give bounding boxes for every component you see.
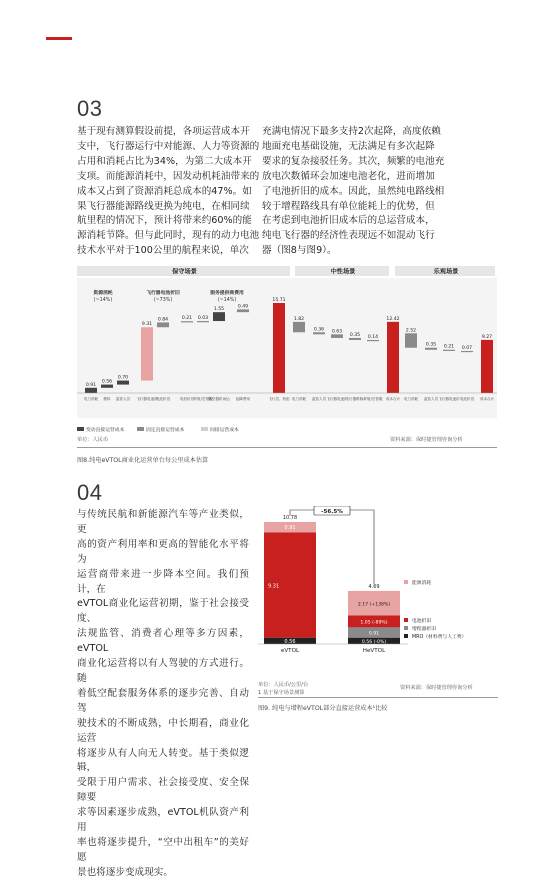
fig9-note: 1 基于保守场景测算 [258, 690, 305, 696]
x-axis-label: 导航/空管服 [193, 397, 213, 401]
bar-value-label: 1.55 [213, 307, 225, 313]
section4-line: 法规监管、消费者心理等多方因素，eVTOL [77, 628, 249, 655]
legend-swatch [137, 427, 144, 431]
section3-left-line: 占用和消耗占比为34%，为第二大成本开 [77, 155, 252, 167]
x-axis-label: 起降费用 [235, 397, 251, 401]
section4-line: 运营商带来进一步降本空间。我们预计，在 [77, 568, 249, 595]
fig9-unit: 单位：人民币/公里/台 [258, 682, 309, 688]
group-label: (~14%) [93, 298, 113, 303]
bar-value-label: 0.35 [425, 342, 437, 348]
section4-line: 求等因素逐步成熟，eVTOL机队资产利用 [77, 807, 249, 834]
waterfall-bar [349, 338, 361, 340]
fig9-legend-swatch [404, 626, 408, 630]
bar-value-label: 1.82 [293, 316, 305, 322]
fig9-legend-label: MRO（材料费与人工费） [412, 635, 467, 640]
x-axis-label: 飞行器维修/ [345, 397, 365, 401]
legend-swatch [201, 427, 208, 431]
bar-value-label: 0.36 [313, 327, 325, 333]
x-axis-label: 电力消耗 [403, 397, 419, 401]
x-axis-label: 燃料 [103, 397, 111, 401]
section3-left-column [77, 125, 260, 259]
hevtol-add-label: 0.91 [368, 631, 380, 637]
group-label: (~73%) [153, 298, 173, 303]
waterfall-bar [405, 333, 417, 347]
section4-line: 驶技术的不断成熟，中长期看，商业化运营 [77, 717, 249, 744]
waterfall-bar [461, 351, 473, 352]
bar-value-label: 0.03 [197, 316, 209, 322]
bar-value-label: 2.52 [405, 328, 417, 334]
section-number-03: 03 [77, 96, 103, 121]
x-axis-label: 航空器机场运 [208, 397, 230, 401]
section3-left-line: 源消耗节降。但与此同时，现有的动力电池 [77, 230, 260, 242]
group-label: 资源消耗 [93, 291, 113, 296]
evtol-main-label: 9.31 [268, 583, 280, 590]
section3-right-line: 了电池折旧的成本。因此，虽然纯电路线相 [262, 185, 445, 197]
waterfall-bar [313, 332, 325, 334]
bar-value-label: 0.56 [101, 379, 113, 385]
bar-value-label: 0.70 [117, 375, 129, 381]
fig8-unit: 单位：人民币 [77, 437, 109, 443]
fig9-legend-label: 增程器折旧 [412, 627, 436, 632]
x-axis-label: 飞行器电池折 [136, 397, 158, 401]
waterfall-bar [273, 303, 285, 393]
section3-right-line: 纯电飞行器的经济性表现远不如混动飞行 [262, 230, 435, 242]
section4-line: 商业化运营将以有人驾驶的方式进行。随 [77, 658, 249, 684]
waterfall-bar [481, 340, 493, 393]
bar-value-label: 0.07 [461, 345, 473, 351]
waterfall-bar [157, 322, 169, 327]
x-axis-label: 电池折旧 [155, 397, 171, 401]
x-axis-label: 监管人员 [115, 397, 131, 401]
section4-line: 将逐步从有人向无人转变。基于类似逻辑， [77, 747, 249, 774]
hevtol-battery-label: 1.05 (-89%) [360, 620, 388, 626]
bar-value-label: 9.31 [141, 322, 153, 328]
evtol-bottom-label: 0.56 [284, 639, 296, 645]
bar-value-label: 12.42 [386, 316, 400, 322]
fig9-caption: 图9. 纯电与增程eVTOL部分直接运营成本¹比较 [258, 705, 388, 712]
fig9-legend-swatch [404, 580, 408, 584]
evtol-total-label: 10.78 [282, 515, 298, 521]
fig9-legend-label: 能源消耗 [412, 581, 432, 586]
bar-value-label: 0.84 [157, 317, 169, 323]
waterfall-bar [237, 309, 249, 312]
section4-line: 着低空配套服务体系的逐步完善、自动驾 [77, 687, 249, 714]
section3-right-line: 放电次数循环会加速电池老化，进而增加 [262, 170, 435, 182]
bar-value-label: 0.21 [181, 316, 193, 322]
x-axis-label: 导航/空管服 [363, 397, 383, 401]
waterfall-bar [197, 321, 209, 322]
figure8-cost-chart [77, 262, 497, 440]
x-axis-label: 电机折旧 [179, 397, 195, 401]
waterfall-bar [85, 388, 97, 393]
section4-body [77, 508, 249, 881]
waterfall-bar [367, 340, 379, 341]
waterfall-bar [213, 312, 225, 321]
x-axis-label: 电力消耗 [83, 397, 99, 401]
x-axis-label: 电池折旧 [459, 397, 475, 401]
x-axis-label: 飞行器电池折 [438, 397, 460, 401]
section-number-04: 04 [77, 480, 103, 505]
bar-value-label: 15.71 [272, 298, 286, 303]
hevtol-mro-label: 0.56 (-0%) [361, 640, 387, 645]
reduction-label: -56.5% [321, 509, 343, 515]
x-axis-label: 成本合计 [479, 397, 495, 401]
bar-value-label: 0.63 [331, 329, 343, 335]
group-label: 服务提供商费用 [210, 291, 244, 296]
waterfall-bar [387, 322, 399, 393]
section4-line: 受限于用户需求、社会接受度、安全保障要 [77, 777, 249, 804]
waterfall-bar [331, 334, 343, 338]
waterfall-bar [101, 385, 113, 388]
hevtol-total-label: 4.69 [368, 583, 380, 590]
evtol-top-label: 0.91 [284, 525, 296, 532]
legend-swatch [77, 427, 84, 431]
waterfall-bar [443, 350, 455, 351]
section3-right-line: 地面充电基础设施，无法满足有多次起降 [262, 140, 435, 152]
section4-line: 景也将逐步变成现实。 [77, 866, 173, 878]
hevtol-axis-label: HeVTOL [362, 648, 386, 654]
x-axis-label: 电力消耗 [291, 397, 307, 401]
legend-label: 固定直接运营成本 [146, 428, 185, 433]
fig9-legend-label: 电池折旧 [412, 619, 432, 624]
x-axis-label: 成本合计 [385, 397, 401, 401]
bar-value-label: 0.14 [367, 334, 379, 340]
figure9-comparison-chart [258, 506, 498, 676]
waterfall-bar [425, 348, 437, 350]
section3-left-line: 航里程的情况下，预计将带来约60%的能 [77, 215, 252, 227]
fig8-caption: 图8.纯电eVTOL商业化运营单台每公里成本估算 [77, 457, 209, 464]
fig9-legend-swatch [404, 618, 408, 622]
waterfall-bar [141, 327, 153, 380]
scenario-header: 中性场景 [330, 268, 356, 276]
section3-right-line: 在考虑到电池折旧成本后的总运营成本， [262, 215, 435, 227]
waterfall-bar [181, 321, 193, 322]
evtol-axis-label: eVTOL [280, 648, 300, 654]
group-label: 飞行器电池折旧 [146, 291, 180, 296]
section4-line: 高的资产利用率和更高的智能化水平将为 [77, 538, 249, 565]
scenario-header: 乐观场景 [433, 268, 459, 276]
section3-left-line: 成本又占到了资源消耗总成本的47%。如 [77, 185, 252, 197]
bar-value-label: 9.27 [481, 334, 493, 340]
fig8-divider [77, 447, 497, 448]
x-axis-label: 监管人员 [423, 397, 439, 401]
section3-right-line: 较于增程路线具有单位能耗上的优势，但 [262, 200, 435, 212]
section3-right-line: 器（图8与图9）。 [262, 245, 337, 257]
fig9-divider [258, 697, 498, 698]
section4-line: 与传统民航和新能源汽车等产业类似，更 [77, 509, 249, 535]
section3-left-line: 果飞行器能源路线更换为纯电，在相同续 [77, 200, 250, 212]
bar-value-label: 0.91 [85, 382, 97, 388]
fig9-legend-swatch [404, 634, 408, 638]
x-axis-label: 飞行员、机组 [268, 397, 290, 401]
section3-left-line: 技术水平对于100公里的航程来说，单次 [77, 245, 249, 257]
legend-label: 间接运营成本 [210, 428, 239, 433]
scenario-header: 保守场景 [172, 268, 197, 276]
waterfall-bar [293, 322, 305, 332]
section3-right-line: 充满电情况下最多支持2次起降，高度依赖 [262, 126, 441, 137]
x-axis-label: 监管人员 [311, 397, 327, 401]
section4-line: 率也将逐步提升，“空中出租车”的美好愿 [77, 836, 249, 863]
bar-value-label: 0.21 [443, 344, 455, 350]
group-label: (~14%) [217, 298, 237, 303]
section3-left-line: 支项。而能源消耗中，因发动机耗油带来的 [77, 170, 260, 182]
section3-left-line: 支中，飞行器运行中对能源、人力等资源的 [77, 140, 260, 152]
section3-left-line: 基于现有测算假设前提，各项运营成本开 [77, 126, 250, 137]
accent-bar [46, 37, 72, 40]
legend-label: 变动直接运营成本 [86, 428, 125, 433]
bar-value-label: 0.35 [349, 332, 361, 338]
section4-line: eVTOL商业化运营初期，鉴于社会接受度、 [77, 598, 249, 625]
bar-value-label: 0.49 [237, 304, 249, 310]
section3-right-column [262, 125, 446, 259]
hevtol-energy-label: 2.17 (+138%) [357, 602, 391, 608]
section3-right-line: 要求的复杂接驳任务。其次，频繁的电池充 [262, 155, 445, 167]
waterfall-bar [117, 381, 129, 385]
x-axis-label: 飞行器电池折 [326, 397, 348, 401]
fig9-source: 资料来源：保时捷管理咨询分析 [400, 685, 473, 691]
fig8-source: 资料来源：保时捷管理咨询分析 [390, 437, 463, 443]
